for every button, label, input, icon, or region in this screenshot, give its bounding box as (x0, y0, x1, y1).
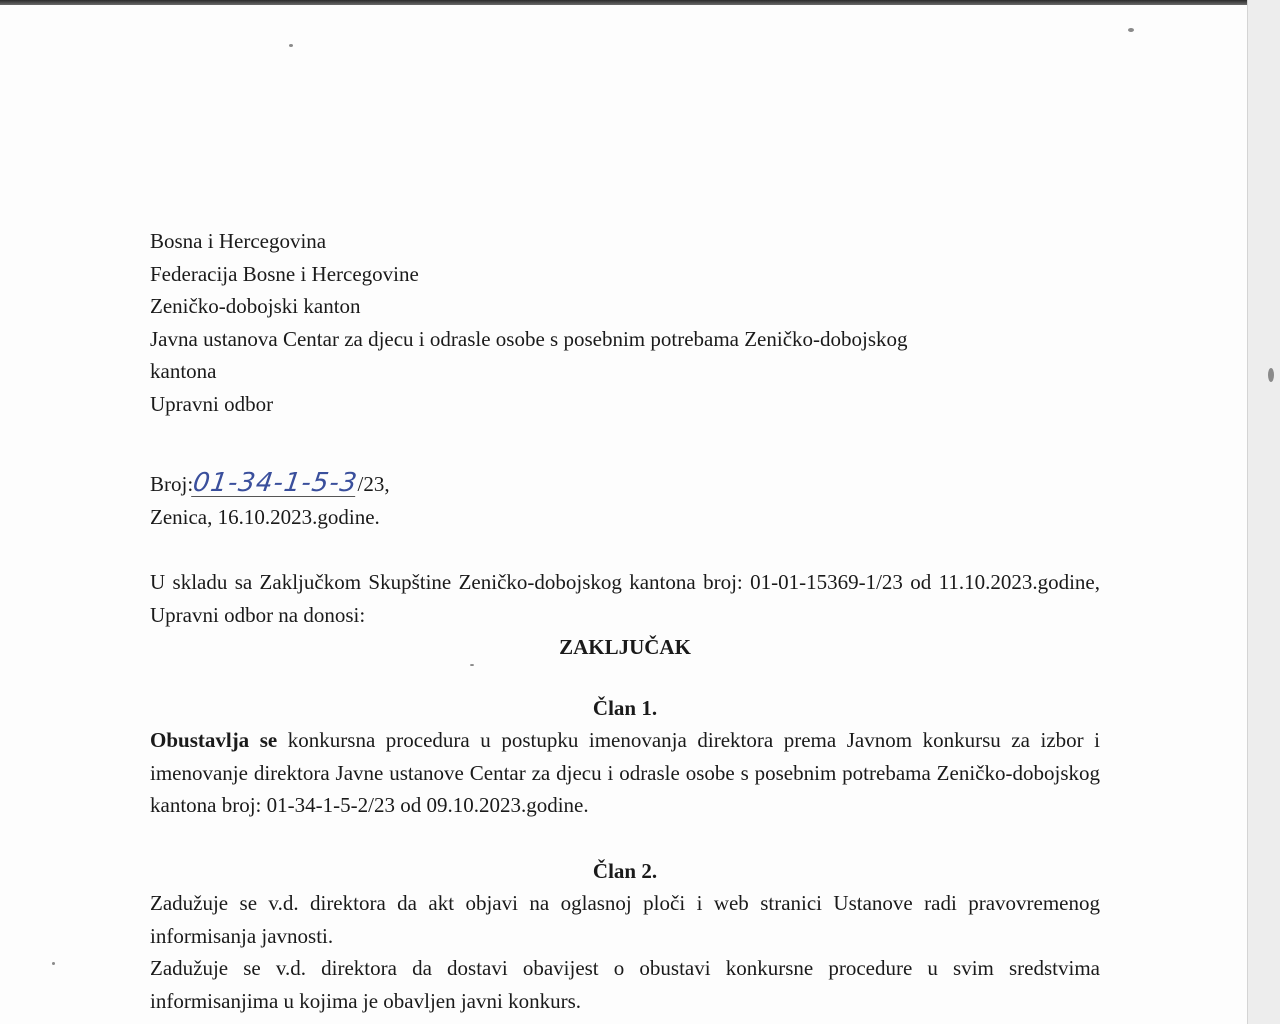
scan-right-edge (1247, 0, 1280, 1024)
header-institution: Javna ustanova Centar za djecu i odrasle osobe s posebnim potrebama Zeničko-dobojskog (150, 326, 908, 351)
document-title: ZAKLJUČAK (559, 635, 691, 659)
header-canton: Zeničko-dobojski kanton (150, 294, 361, 318)
reference-number-label: Broj: (150, 472, 194, 496)
scan-speck (289, 44, 293, 47)
reference-number-suffix: /23, (357, 472, 390, 496)
scan-top-edge (0, 0, 1280, 5)
header-institution-cont: kantona (150, 359, 217, 383)
scan-speck (1128, 28, 1134, 32)
intro-paragraph: U skladu sa Zaključkom Skupštine Zeničko-dobojskog kantona broj: 01-01-15369-1/23 od 11.10.2023.godine, Upravni odbor na donosi: (150, 570, 1100, 627)
article-1-lead: Obustavlja se (150, 728, 278, 752)
article-1-text (150, 724, 1100, 822)
document-body (150, 225, 1100, 1017)
header-entity: Federacija Bosne i Hercegovine (150, 261, 419, 286)
article-1-heading: Član 1. (592, 695, 658, 720)
handwritten-number: 01-34-1-5-3 (191, 468, 360, 498)
scan-speck (52, 962, 55, 965)
article-1-body: konkursna procedura u postupku imenovanja direktora prema Javnom konkursu za izbor i imenovanje direktora Javne ustanove Centar za djecu i odrasle osobe s posebnim potrebama Zeničko-dobojskog kantona broj: 01-34-1-5-2/23 od 09.10.2023.godine. (150, 728, 1101, 817)
header-body: Upravni odbor (150, 391, 274, 416)
scan-speck (1268, 368, 1274, 382)
reference-number (150, 468, 1100, 501)
article-2-paragraph-2: Zadužuje se v.d. direktora da dostavi obavijest o obustavi konkursne procedure u svim sredstvima informisanjima u kojima je obavljen javni konkurs. (150, 956, 1100, 1013)
header-country: Bosna i Hercegovina (150, 229, 327, 253)
article-2-paragraph-1: Zadužuje se v.d. direktora da akt objavi na oglasnoj ploči i web stranici Ustanove radi pravovremenog informisanja javnosti. (150, 891, 1100, 948)
article-2-heading: Član 2. (592, 858, 658, 883)
place-date: Zenica, 16.10.2023.godine. (150, 504, 380, 529)
